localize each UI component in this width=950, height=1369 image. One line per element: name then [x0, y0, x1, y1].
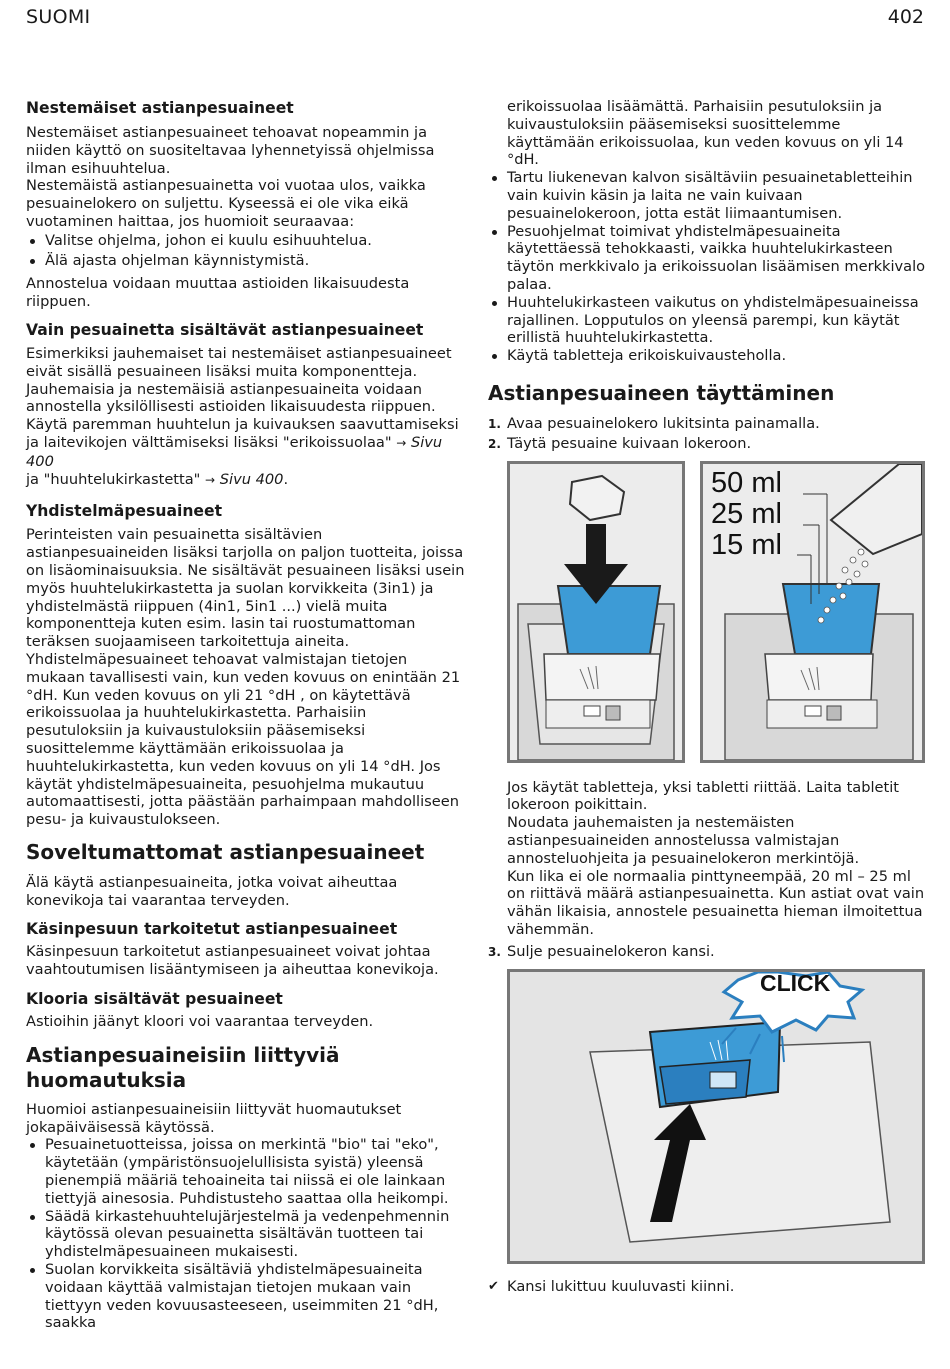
dose-label: 25 ml [711, 497, 782, 530]
dose-markings [711, 468, 782, 561]
step-item: 2. Täytä pesuaine kuivaan lokeroon. [488, 434, 752, 452]
paragraph: Käsinpesuun tarkoitetut astianpesuaineet voivat johtaa vaahtoutumisen lisääntymiseen ja aiheuttaa konevikoja. [26, 943, 439, 979]
paragraph: Astioihin jäänyt kloori voi vaarantaa terveyden. [26, 1013, 374, 1031]
section-title-combination: Yhdistelmäpesuaineet [26, 502, 223, 521]
info-paragraph: Jos käytät tabletteja, yksi tabletti riittää. Laita tabletit lokeroon poikittain. Noudata jauhemaisten ja nestemäisten astianpesuaineiden annostelussa valmistajan annosteluohjeita ja pesuainelokeron merkintöjä. Kun lika ei ole normaalia pinttyneempää, 20 ml – 25 ml on riittävä määrä astianpesuainetta. Kun astiat ovat vain vähän likaisia, annostele pesuainetta hieman ilmoitettua vähemmän. [507, 778, 925, 938]
list-item: Säädä kirkastehuuhtelujärjestelmä ja vedenpehmennin käytössä olevan pesuainetta sisältävän tuotteen tai yhdistelmäpesuaineen mukaisesti. [26, 1208, 466, 1261]
list-item: Huuhtelukirkasteen vaikutus on yhdistelmäpesuaineissa rajallinen. Lopputulos on yleensä parempi, kun käytät erillistä huuhtelukirkastetta. [488, 294, 928, 347]
step-list [488, 415, 928, 453]
illustration-tablet [507, 461, 685, 763]
list-item: Pesuohjelmat toimivat yhdistelmäpesuaineita käytettäessä tehokkaasti, vaikka huuhtelukirkasteen täytön merkkivalo ja erikoissuolan lisäämisen merkkivalo palaa. [488, 223, 928, 294]
header-language: SUOMI [26, 6, 91, 28]
section-title-handwash: Käsinpesuun tarkoitetut astianpesuaineet [26, 920, 398, 939]
bullet-list [488, 169, 928, 365]
click-label: CLICK [760, 969, 831, 996]
result-line: ✔ Kansi lukittuu kuuluvasti kiinni. [488, 1277, 735, 1295]
paragraph: Annostelua voidaan muuttaa astioiden likaisuudesta riippuen. [26, 275, 410, 311]
paragraph: Älä käytä astianpesuaineita, jotka voivat aiheuttaa konevikoja tai vaarantaa terveyden. [26, 873, 398, 909]
list-item: Pesuainetuotteissa, joissa on merkintä "bio" tai "eko", käytetään (ympäristönsuojelullisista syistä) yleensä pienempiä määriä tehoaineita tai niissä ei ole lainkaan tiettyjä ainesosia. Puhdistusteho saattaa olla heikompi. [26, 1136, 466, 1207]
list-item: Käytä tabletteja erikoiskuivausteholla. [488, 347, 928, 365]
illustration-close-lid [507, 969, 925, 1264]
list-item: Älä ajasta ohjelman käynnistymistä. [26, 252, 466, 270]
right-column [488, 98, 928, 1295]
checkmark-icon: ✔ [488, 1278, 499, 1294]
heading-notes: Astianpesuaineisiin liittyviä huomautuksia [26, 1042, 340, 1092]
page-reference[interactable]: Sivu 400 [26, 433, 443, 470]
illustration-powder [700, 461, 925, 763]
dose-label: 50 ml [711, 466, 782, 499]
page-number: 402 [887, 6, 924, 28]
illustration-row [507, 461, 925, 763]
arrow-icon: → [396, 435, 407, 450]
paragraph: Esimerkiksi jauhemaiset tai nestemäiset astianpesuaineet eivät sisällä pesuaineen lisäksi muita komponentteja. Jauhemaisia ja nestemäisiä astianpesuaineita voidaan annostella yksilöllisesti astioiden likaisuudesta riippuen. Käytä paremman huuhtelun ja kuivauksen saavuttamiseksi ja laitevikojen välttämiseksi lisäksi "erikoissuolaa" → Sivu 400 ja "huuhtelukirkastetta" → Sivu 400. [26, 344, 459, 488]
dose-label: 15 ml [711, 528, 782, 561]
step-item: 1. Avaa pesuainelokero lukitsinta painamalla. [488, 414, 820, 432]
step-item: 3. Sulje pesuainelokeron kansi. [488, 942, 715, 960]
bullet-list [26, 232, 466, 270]
paragraph: Nestemäistä astianpesuainetta voi vuotaa ulos, vaikka pesuainelokero on suljettu. Kyseessä ei ole vika eikä vuotaminen haittaa, jos huomioit seuraavaa: [26, 177, 426, 230]
arrow-icon: → [205, 472, 216, 487]
paragraph: erikoissuolaa lisäämättä. Parhaisiin pesutuloksiin ja kuivaustuloksiin pääsemiseksi suosittelemme käyttämään erikoissuolaa, kun veden kovuus on yli 14 °dH. [507, 98, 904, 169]
list-item: Suolan korvikkeita sisältäviä yhdistelmäpesuaineita voidaan käyttää valmistajan tietojen mukaan vain tiettyyn veden kovuusasteeseen, useimmiten 21 °dH, saakka [26, 1261, 466, 1332]
step-list [488, 943, 928, 961]
heading-filling: Astianpesuaineen täyttäminen [488, 380, 835, 405]
heading-unsuitable: Soveltumattomat astianpesuaineet [26, 839, 425, 864]
bullet-list [26, 1136, 466, 1332]
list-item: Tartu liukenevan kalvon sisältäviin pesuainetabletteihin vain kuivin käsin ja laita ne vain kuivaan pesuainelokeroon, jotta estät liimaantumisen. [488, 169, 928, 222]
left-column [26, 98, 466, 1332]
list-item: Valitse ohjelma, johon ei kuulu esihuuhtelua. [26, 232, 466, 250]
section-title-chlorine: Klooria sisältävät pesuaineet [26, 990, 283, 1009]
lid-close-illustration [510, 969, 922, 1261]
paragraph: Huomioi astianpesuaineisiin liittyvät huomautukset jokapäiväisessä käytössä. [26, 1100, 402, 1136]
page-reference[interactable]: Sivu 400 [219, 470, 284, 488]
tablet-insert-illustration [510, 464, 682, 760]
paragraph: Nestemäiset astianpesuaineet tehoavat nopeammin ja niiden käyttö on suositeltavaa lyhennetyissä ohjelmissa ilman esihuuhtelua. [26, 124, 435, 177]
paragraph: Perinteisten vain pesuainetta sisältävien astianpesuaineiden lisäksi tarjolla on paljon tuotteita, joissa on lisäominaisuuksia. Ne sisältävät pesuaineen lisäksi usein myös huuhtelukirkastetta ja suolan korvikkeita (3in1) ja yhdistelmästä riippuen (4in1, 5in1 ...) vielä muita komponentteja kuten esim. lasin tai ruostumattoman teräksen suojaamiseen tarkoitettuja aineita. Yhdistelmäpesuaineet tehoavat valmistajan tietojen mukaan tavallisesti vain, kun veden kovuus on enintään 21 °dH. Kun veden kovuus on yli 21 °dH , on käytettävä erikoissuolaa ja huuhtelukirkastetta. Parhaisiin pesutuloksiin ja kuivaustuloksiin pääsemiseksi suosittelemme käyttämään erikoissuolaa ja huuhtelukirkastetta, kun veden kovuus on yli 14 °dH. Jos käytät yhdistelmäpesuaineita, pesuohjelma mukautuu automaattisesti, jotta päästään parhaimpaan mahdolliseen pesu- ja kuivaustulokseen. [26, 526, 465, 829]
section-title-liquid: Nestemäiset astianpesuaineet [26, 99, 294, 117]
section-title-detergent-only: Vain pesuainetta sisältävät astianpesuaineet [26, 320, 424, 339]
